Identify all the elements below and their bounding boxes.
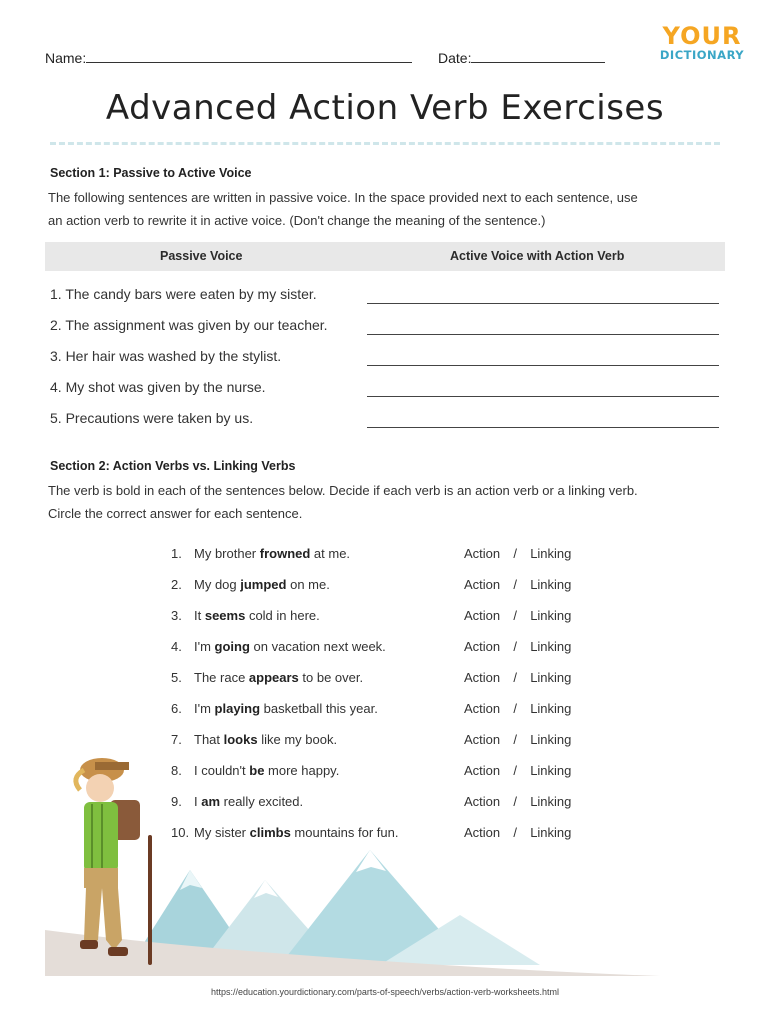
section1-instructions	[48, 186, 638, 232]
item-number: 10.	[171, 825, 190, 840]
sentence-end: to be over.	[298, 670, 364, 685]
linking-item-2	[171, 577, 330, 592]
action-linking-choice-3[interactable]: Action / Linking	[464, 608, 572, 623]
yourdictionary-logo	[652, 22, 752, 62]
passive-item-5: 5. Precautions were taken by us.	[50, 410, 254, 426]
answer-line-4[interactable]	[367, 396, 719, 397]
passive-item-2: 2. The assignment was given by our teacher.	[50, 317, 328, 333]
source-url: https://education.yourdictionary.com/parts-of-speech/verbs/action-verb-worksheets.html	[211, 987, 559, 997]
name-field	[45, 50, 412, 66]
section2-heading: Section 2: Action Verbs vs. Linking Verbs	[50, 459, 296, 473]
action-linking-choice-8[interactable]: Action / Linking	[464, 763, 572, 778]
date-field	[438, 50, 605, 66]
item-number: 1.	[171, 546, 182, 561]
action-linking-choice-9[interactable]: Action / Linking	[464, 794, 572, 809]
section1-table-header	[45, 242, 725, 271]
bold-verb: jumped	[240, 577, 287, 592]
sentence-end: on me.	[286, 577, 330, 592]
hiker-mountains-illustration	[40, 740, 680, 980]
item-number: 4.	[171, 639, 182, 654]
sentence-start: My brother	[194, 546, 260, 561]
item-number: 8.	[171, 763, 182, 778]
action-linking-choice-5[interactable]: Action / Linking	[464, 670, 572, 685]
action-linking-choice-10[interactable]: Action / Linking	[464, 825, 572, 840]
section2-instructions-line2: Circle the correct answer for each sentence.	[48, 506, 303, 521]
sentence-start: I'm	[194, 639, 215, 654]
sentence-end: like my book.	[257, 732, 338, 747]
date-blank[interactable]	[471, 62, 605, 63]
linking-item-6	[171, 701, 378, 716]
bold-verb: climbs	[249, 825, 291, 840]
sentence-end: at me.	[310, 546, 351, 561]
mountains-icon	[45, 850, 660, 976]
sentence-end: really excited.	[220, 794, 304, 809]
sentence-start: That	[194, 732, 224, 747]
logo-word-your: YOUR	[662, 22, 742, 50]
sentence-end: cold in here.	[245, 608, 320, 623]
bold-verb: seems	[204, 608, 246, 623]
answer-line-1[interactable]	[367, 303, 719, 304]
sentence-start: It	[194, 608, 205, 623]
passive-item-3: 3. Her hair was washed by the stylist.	[50, 348, 282, 364]
sentence-start: My sister	[194, 825, 250, 840]
passive-item-1: 1. The candy bars were eaten by my sister.	[50, 286, 317, 302]
item-number: 5.	[171, 670, 182, 685]
bold-verb: be	[249, 763, 265, 778]
col-active-voice: Active Voice with Action Verb	[450, 249, 625, 263]
page-title: Advanced Action Verb Exercises	[105, 88, 665, 128]
linking-item-1	[171, 546, 350, 561]
item-number: 6.	[171, 701, 182, 716]
action-linking-choice-4[interactable]: Action / Linking	[464, 639, 572, 654]
section1-heading: Section 1: Passive to Active Voice	[50, 166, 252, 180]
sentence-start: I	[194, 794, 202, 809]
bold-verb: frowned	[259, 546, 311, 561]
action-linking-choice-7[interactable]: Action / Linking	[464, 732, 572, 747]
answer-line-2[interactable]	[367, 334, 719, 335]
linking-item-5	[171, 670, 363, 685]
bold-verb: am	[201, 794, 221, 809]
col-passive-voice: Passive Voice	[160, 249, 243, 263]
sentence-end: more happy.	[264, 763, 340, 778]
section2-instructions-line1: The verb is bold in each of the sentences below. Decide if each verb is an action verb or a linking verb.	[48, 483, 638, 498]
bold-verb: going	[214, 639, 250, 654]
logo-word-dictionary: DICTIONARY	[659, 48, 745, 62]
linking-item-4	[171, 639, 386, 654]
action-linking-choice-6[interactable]: Action / Linking	[464, 701, 572, 716]
date-label: Date:	[438, 50, 472, 66]
title-divider	[50, 142, 720, 145]
sentence-end: on vacation next week.	[249, 639, 386, 654]
sentence-start: The race	[194, 670, 249, 685]
section1-instructions-line2: an action verb to rewrite it in active voice. (Don't change the meaning of the sentence.)	[48, 213, 546, 228]
passive-item-4: 4. My shot was given by the nurse.	[50, 379, 266, 395]
sentence-start: I couldn't	[194, 763, 250, 778]
bold-verb: looks	[223, 732, 258, 747]
sentence-end: mountains for fun.	[290, 825, 399, 840]
name-blank[interactable]	[86, 62, 412, 63]
action-linking-choice-2[interactable]: Action / Linking	[464, 577, 572, 592]
item-number: 2.	[171, 577, 182, 592]
answer-line-3[interactable]	[367, 365, 719, 366]
item-number: 9.	[171, 794, 182, 809]
action-linking-choice-1[interactable]: Action / Linking	[464, 546, 572, 561]
linking-item-3	[171, 608, 320, 623]
item-number: 3.	[171, 608, 182, 623]
bold-verb: appears	[248, 670, 299, 685]
section2-instructions	[48, 479, 638, 525]
section1-instructions-line1: The following sentences are written in passive voice. In the space provided next to each sentence, use	[48, 190, 638, 205]
hiker-icon	[76, 758, 152, 965]
sentence-start: I'm	[194, 701, 215, 716]
answer-line-5[interactable]	[367, 427, 719, 428]
name-label: Name:	[45, 50, 87, 66]
bold-verb: playing	[214, 701, 261, 716]
item-number: 7.	[171, 732, 182, 747]
sentence-start: My dog	[194, 577, 241, 592]
sentence-end: basketball this year.	[260, 701, 378, 716]
